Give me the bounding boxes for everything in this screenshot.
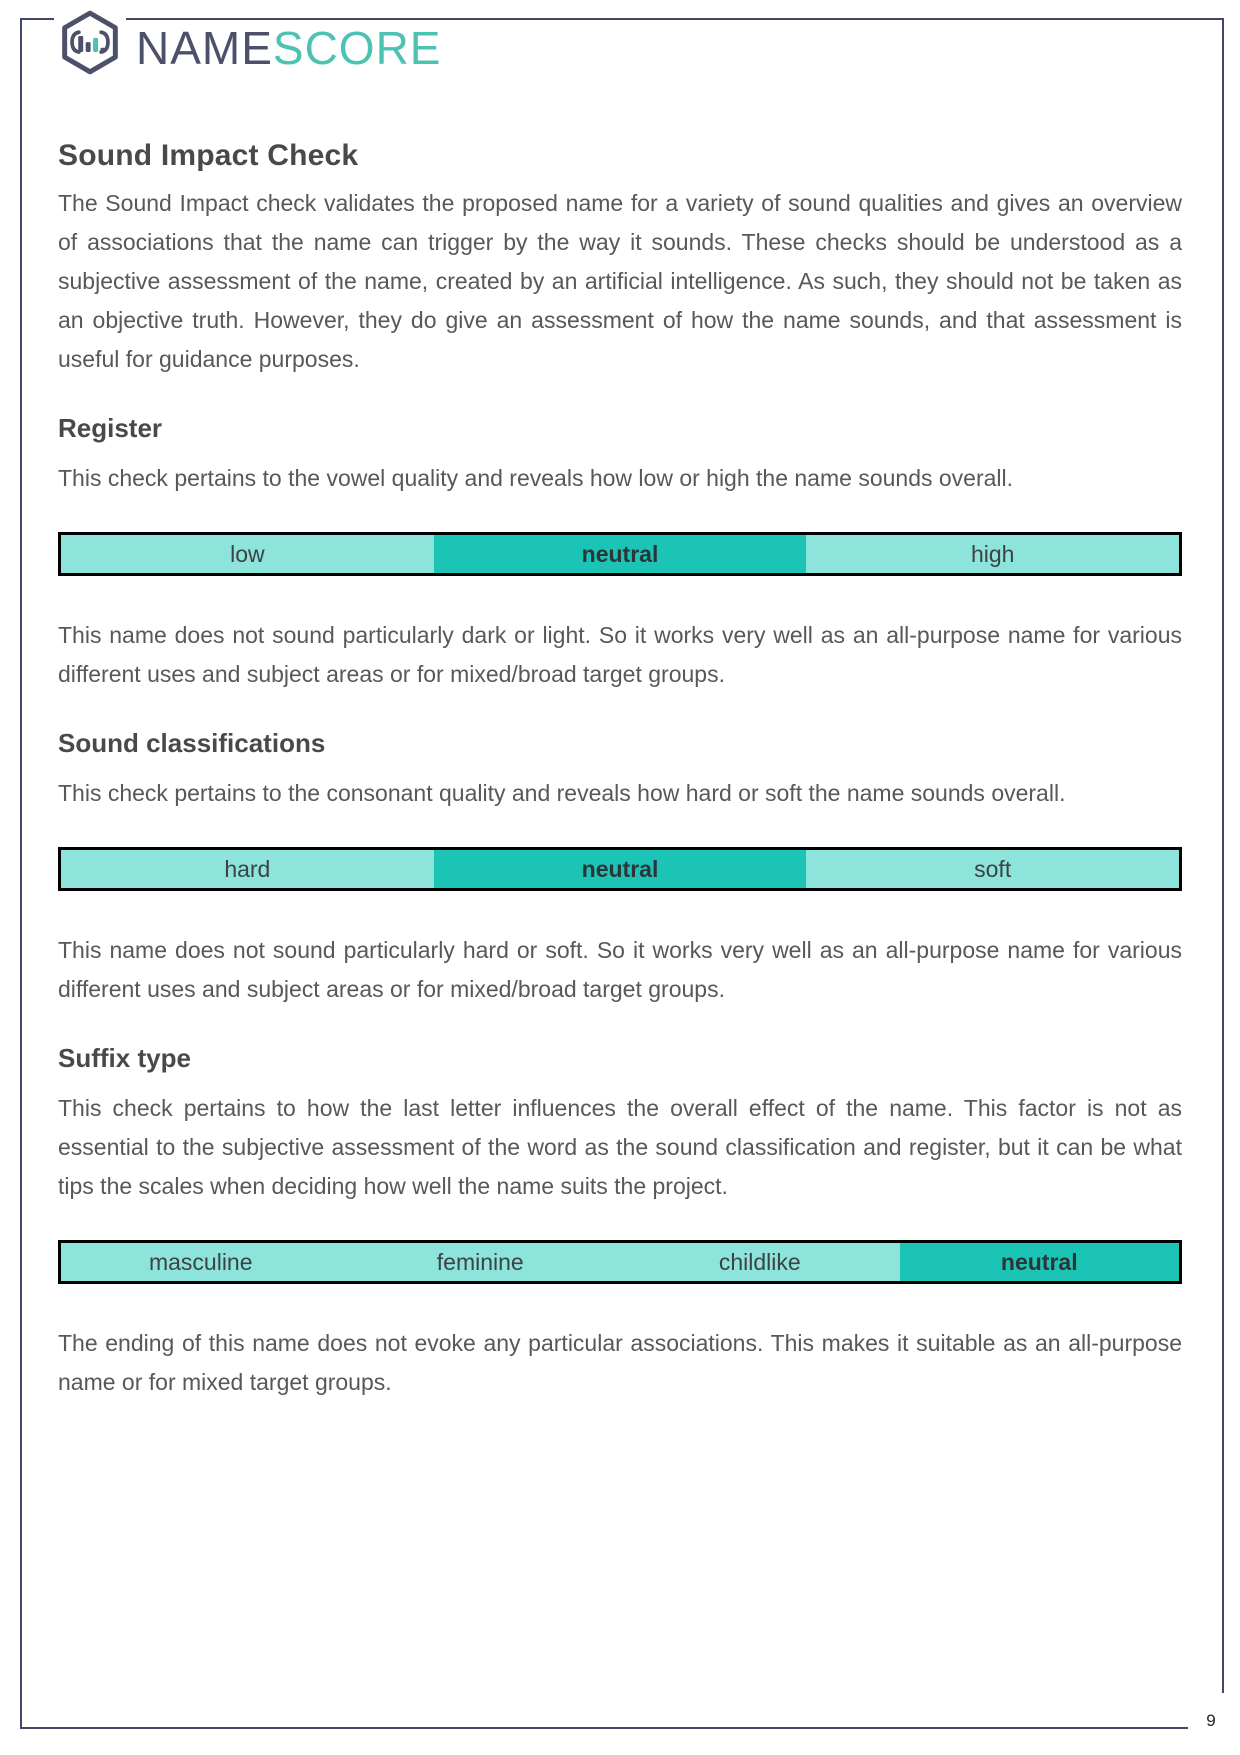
sound-classifications-description: This check pertains to the consonant quality and reveals how hard or soft the name sounds overall. [58,780,1066,806]
report-content [58,138,1182,1436]
section-sound-classifications [58,728,1182,1009]
register-scale-bar [58,532,1182,576]
scale-segment-soft: soft [806,850,1179,888]
sound-classifications-scale-bar [58,847,1182,891]
suffix-type-heading: Suffix type [58,1043,191,1073]
logo-hexagon-bar-chart-icon [54,8,126,80]
logo [54,8,442,80]
section-register [58,413,1182,694]
suffix-type-scale-bar [58,1240,1182,1284]
logo-wordmark-score: SCORE [272,22,442,74]
scale-segment-high: high [806,535,1179,573]
scale-segment-neutral: neutral [434,850,807,888]
logo-wordmark-name: NAME [136,22,273,74]
scale-segment-feminine: feminine [341,1243,621,1281]
scale-segment-neutral: neutral [900,1243,1180,1281]
scale-segment-childlike: childlike [620,1243,900,1281]
register-result: This name does not sound particularly dark or light. So it works very well as an all-purpose name for various different uses and subject areas or for mixed/broad target groups. [58,622,1182,687]
register-heading: Register [58,413,163,443]
register-description: This check pertains to the vowel quality and reveals how low or high the name sounds overall. [58,465,1014,491]
section-suffix-type [58,1043,1182,1402]
page-number: 9 [1206,1711,1216,1730]
scale-segment-neutral: neutral [434,535,807,573]
scale-segment-low: low [61,535,434,573]
page-title: Sound Impact Check [58,139,359,172]
suffix-type-description: This check pertains to how the last letter influences the overall effect of the name. This factor is not as essential to the subjective assessment of the word as the sound classification and register, but it can be what tips the scales when deciding how well the name suits the project. [58,1095,1182,1199]
page-number-area [1188,1693,1240,1755]
sound-classifications-heading: Sound classifications [58,728,326,758]
intro-paragraph: The Sound Impact check validates the proposed name for a variety of sound qualities and gives an overview of associations that the name can trigger by the way it sounds. These checks should be understood as a subjective assessment of the name, created by an artificial intelligence. As such, they should not be taken as an objective truth. However, they do give an assessment of how the name sounds, and that assessment is useful for guidance purposes. [58,190,1182,372]
sound-classifications-result: This name does not sound particularly hard or soft. So it works very well as an all-purpose name for various different uses and subject areas or for mixed/broad target groups. [58,937,1182,1002]
scale-segment-hard: hard [61,850,434,888]
scale-segment-masculine: masculine [61,1243,341,1281]
logo-wordmark [136,21,442,75]
suffix-type-result: The ending of this name does not evoke any particular associations. This makes it suitable as an all-purpose name or for mixed target groups. [58,1330,1182,1395]
